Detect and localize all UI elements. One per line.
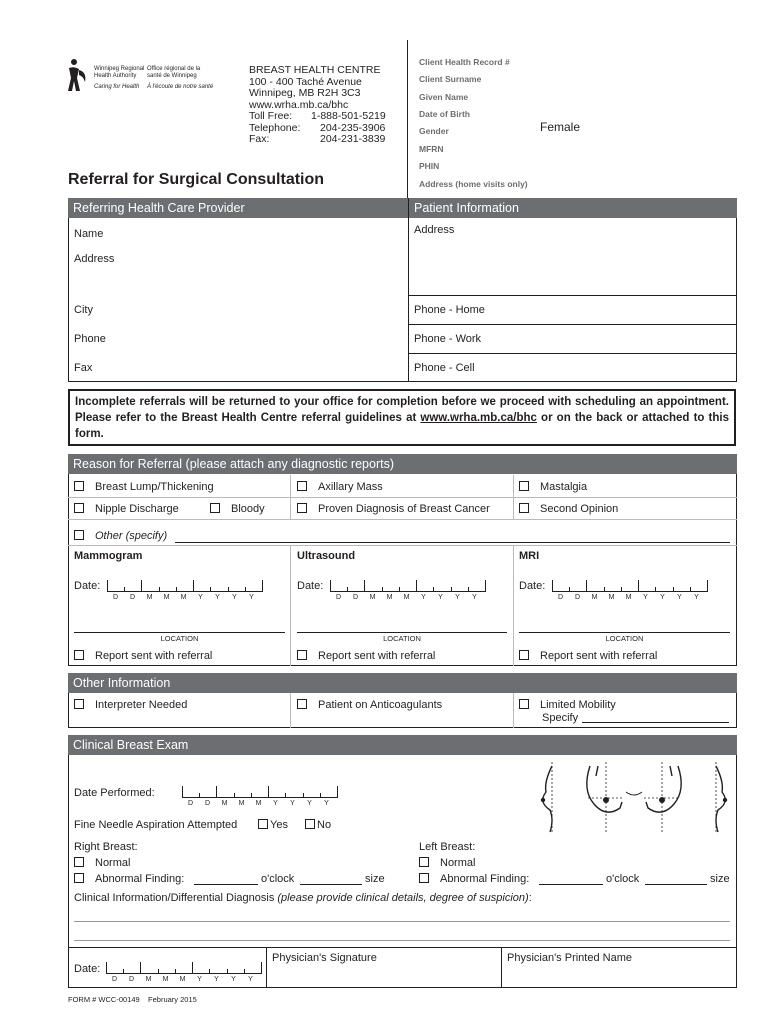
clinical-info-line-1[interactable] bbox=[74, 921, 730, 922]
patient-header: Patient Information bbox=[409, 198, 737, 218]
clinical-info-italic: (please provide clinical details, degree of suspicion) bbox=[277, 892, 529, 904]
physician-signature-field[interactable]: Physician's Signature bbox=[272, 952, 377, 964]
ultrasound-date-field[interactable] bbox=[330, 580, 485, 592]
given-name-label: Given Name bbox=[419, 92, 469, 102]
date-letter: D bbox=[128, 976, 135, 983]
logo-en-line1: Winnipeg Regional bbox=[94, 66, 145, 72]
provider-city-field[interactable]: City bbox=[74, 304, 93, 316]
logo-en-line2: Health Authority bbox=[94, 73, 137, 79]
wrha-logo bbox=[67, 58, 227, 98]
centre-address-block bbox=[249, 65, 389, 146]
date-letter: Y bbox=[232, 594, 237, 601]
date-performed-label: Date Performed: bbox=[74, 787, 155, 799]
date-letter: Y bbox=[438, 594, 443, 601]
ultrasound-heading: Ultrasound bbox=[297, 550, 356, 562]
ultrasound-report-checkbox[interactable] bbox=[297, 650, 435, 662]
date-letter: Y bbox=[198, 594, 203, 601]
mammogram-location-line[interactable] bbox=[74, 632, 285, 633]
exam-header: Clinical Breast Exam bbox=[68, 735, 737, 755]
date-letter: Y bbox=[324, 800, 329, 807]
right-abnormal-label: Abnormal Finding: bbox=[95, 873, 185, 885]
other-info-header: Other Information bbox=[68, 673, 737, 693]
left-normal-label: Normal bbox=[440, 857, 476, 869]
date-letter: M bbox=[386, 594, 393, 601]
patient-phone-work-field[interactable]: Phone - Work bbox=[414, 333, 482, 345]
toll-free-number: 1-888-501-5219 bbox=[311, 110, 386, 122]
date-letter: Y bbox=[290, 800, 295, 807]
mri-date-label: Date: bbox=[519, 580, 546, 592]
form-number bbox=[68, 995, 197, 1004]
date-letter: D bbox=[112, 594, 119, 601]
reason-mastalgia-checkbox[interactable] bbox=[519, 481, 587, 493]
reason-nipple-label: Nipple Discharge bbox=[95, 503, 179, 515]
right-size-field[interactable] bbox=[300, 884, 362, 885]
reason-other-label: Other (specify) bbox=[95, 530, 168, 542]
right-oclock-field[interactable] bbox=[194, 884, 258, 885]
clinical-info-label bbox=[74, 892, 532, 904]
ultrasound-report-label: Report sent with referral bbox=[318, 650, 436, 662]
notice-link[interactable]: www.wrha.mb.ca/bhc bbox=[420, 412, 537, 424]
reason-lump-checkbox[interactable] bbox=[74, 481, 214, 493]
reason-proven-checkbox[interactable] bbox=[297, 503, 490, 515]
physician-printed-name-field[interactable]: Physician's Printed Name bbox=[507, 952, 632, 964]
date-letter: M bbox=[162, 976, 169, 983]
date-letter: M bbox=[221, 800, 228, 807]
reason-second-opinion-label: Second Opinion bbox=[540, 503, 619, 515]
clinical-info-text: Clinical Information/Differential Diagnosis bbox=[74, 892, 278, 904]
mammogram-heading: Mammogram bbox=[74, 550, 143, 562]
mammogram-date-field[interactable] bbox=[107, 580, 262, 592]
date-letter: Y bbox=[249, 594, 254, 601]
provider-address-field[interactable]: Address bbox=[74, 253, 115, 265]
reason-second-opinion-checkbox[interactable] bbox=[519, 503, 618, 515]
reason-axillary-checkbox[interactable] bbox=[297, 481, 383, 493]
mammogram-report-label: Report sent with referral bbox=[95, 650, 213, 662]
date-letter: D bbox=[352, 594, 359, 601]
date-letter: M bbox=[145, 976, 152, 983]
left-oclock-label: o'clock bbox=[606, 873, 640, 885]
reason-lump-label: Breast Lump/Thickening bbox=[95, 481, 214, 493]
mri-location-label: LOCATION bbox=[605, 634, 644, 643]
date-letter: M bbox=[625, 594, 632, 601]
ultrasound-date-label: Date: bbox=[297, 580, 324, 592]
mammogram-date-letters bbox=[107, 594, 260, 601]
reason-axillary-label: Axillary Mass bbox=[318, 481, 383, 493]
date-letter: Y bbox=[307, 800, 312, 807]
mri-date-field[interactable] bbox=[552, 580, 707, 592]
date-letter: Y bbox=[248, 976, 253, 983]
mfrn-label: MFRN bbox=[419, 144, 444, 154]
gender-label: Gender bbox=[419, 126, 449, 136]
reason-bloody-label: Bloody bbox=[231, 503, 265, 515]
mri-location-line[interactable] bbox=[519, 632, 730, 633]
limited-mobility-label: Limited Mobility bbox=[540, 699, 616, 711]
mammogram-report-checkbox[interactable] bbox=[74, 650, 212, 662]
right-size-label: size bbox=[365, 873, 385, 885]
anticoagulants-label: Patient on Anticoagulants bbox=[318, 699, 443, 711]
ultrasound-location-line[interactable] bbox=[297, 632, 507, 633]
patient-address-field[interactable]: Address bbox=[414, 224, 455, 236]
date-letter: D bbox=[557, 594, 564, 601]
ultrasound-date-letters bbox=[330, 594, 483, 601]
provider-phone-field[interactable]: Phone bbox=[74, 333, 106, 345]
reason-nipple-checkbox[interactable] bbox=[74, 503, 179, 515]
reason-bloody-checkbox[interactable] bbox=[210, 503, 265, 515]
anticoagulants-checkbox[interactable] bbox=[297, 699, 442, 711]
date-letter: Y bbox=[660, 594, 665, 601]
notice-text-1: Incomplete referrals will be returned to your office for completion before we proceed with scheduling an appointment. Please refer to the Breast Health Centre referral guidelines at bbox=[75, 396, 729, 424]
client-surname-label: Client Surname bbox=[419, 74, 482, 84]
provider-name-field[interactable]: Name bbox=[74, 228, 104, 240]
left-oclock-field[interactable] bbox=[539, 884, 603, 885]
date-letter: M bbox=[369, 594, 376, 601]
right-breast-label: Right Breast: bbox=[74, 841, 138, 853]
fna-yes-checkbox[interactable] bbox=[258, 819, 288, 831]
right-normal-checkbox[interactable] bbox=[74, 857, 130, 869]
fna-label: Fine Needle Aspiration Attempted bbox=[74, 819, 238, 831]
date-letter: M bbox=[403, 594, 410, 601]
clinical-info-colon: : bbox=[528, 892, 532, 904]
fax-number: 204-231-3839 bbox=[320, 133, 386, 145]
signature-date-label: Date: bbox=[74, 963, 101, 975]
mri-date-letters bbox=[552, 594, 705, 601]
client-health-record-label: Client Health Record # bbox=[419, 57, 510, 67]
reason-other-checkbox[interactable] bbox=[74, 530, 167, 542]
reason-proven-label: Proven Diagnosis of Breast Cancer bbox=[318, 503, 490, 515]
date-letter: Y bbox=[643, 594, 648, 601]
date-performed-field[interactable] bbox=[182, 786, 337, 798]
form-date-text: February 2015 bbox=[148, 995, 197, 1004]
notice-text-2: or on the back or attached to this form. bbox=[75, 412, 729, 440]
reason-mastalgia-label: Mastalgia bbox=[540, 481, 588, 493]
incomplete-referral-notice bbox=[68, 389, 736, 446]
breast-diagram-icon[interactable] bbox=[532, 762, 737, 834]
patient-phone-cell-field[interactable]: Phone - Cell bbox=[414, 362, 475, 374]
date-letter: M bbox=[608, 594, 615, 601]
fna-no-label: No bbox=[317, 819, 332, 831]
date-letter: Y bbox=[197, 976, 202, 983]
date-letter: D bbox=[187, 800, 194, 807]
date-letter: Y bbox=[677, 594, 682, 601]
date-letter: Y bbox=[214, 976, 219, 983]
date-letter: Y bbox=[231, 976, 236, 983]
interpreter-label: Interpreter Needed bbox=[95, 699, 188, 711]
left-size-field[interactable] bbox=[645, 884, 707, 885]
date-letter: Y bbox=[215, 594, 220, 601]
date-letter: D bbox=[574, 594, 581, 601]
mobility-specify-label: Specify bbox=[542, 712, 579, 724]
date-letter: Y bbox=[273, 800, 278, 807]
signature-date-letters bbox=[106, 976, 259, 983]
client-address-label: Address (home visits only) bbox=[419, 179, 528, 189]
date-letter: Y bbox=[421, 594, 426, 601]
date-letter: Y bbox=[455, 594, 460, 601]
date-letter: M bbox=[591, 594, 598, 601]
right-oclock-label: o'clock bbox=[261, 873, 295, 885]
date-letter: M bbox=[179, 976, 186, 983]
logo-tagline-fr: À l'écoute de notre santé bbox=[147, 84, 214, 90]
provider-fax-field[interactable]: Fax bbox=[74, 362, 93, 374]
date-letter: M bbox=[180, 594, 187, 601]
date-letter: M bbox=[255, 800, 262, 807]
date-letter: D bbox=[335, 594, 342, 601]
date-letter: D bbox=[204, 800, 211, 807]
fna-yes-label: Yes bbox=[270, 819, 288, 831]
provider-header: Referring Health Care Provider bbox=[68, 198, 408, 218]
date-letter: Y bbox=[694, 594, 699, 601]
left-size-label: size bbox=[710, 873, 730, 885]
signature-date-field[interactable] bbox=[106, 962, 261, 974]
mobility-specify-line[interactable] bbox=[582, 722, 729, 723]
left-abnormal-checkbox[interactable] bbox=[419, 873, 529, 885]
date-letter: M bbox=[146, 594, 153, 601]
telephone-label: Telephone: bbox=[249, 121, 301, 134]
fna-no-checkbox[interactable] bbox=[305, 819, 331, 831]
date-performed-letters bbox=[182, 800, 335, 807]
reason-header: Reason for Referral (please attach any diagnostic reports) bbox=[68, 454, 737, 474]
logo-fr-line2: santé de Winnipeg bbox=[147, 73, 197, 79]
mammogram-location-label: LOCATION bbox=[160, 634, 199, 643]
centre-address1: 100 - 400 Taché Avenue bbox=[249, 75, 362, 88]
mri-report-label: Report sent with referral bbox=[540, 650, 658, 662]
telephone-number: 204-235-3906 bbox=[320, 121, 386, 134]
centre-address2: Winnipeg, MB R2H 3C3 bbox=[249, 87, 361, 99]
mri-heading: MRI bbox=[519, 550, 540, 562]
phin-label: PHIN bbox=[419, 161, 440, 171]
mri-report-checkbox[interactable] bbox=[519, 650, 657, 662]
clinical-info-line-2[interactable] bbox=[74, 940, 730, 941]
form-number-text: FORM # WCC-00149 bbox=[68, 995, 140, 1004]
date-letter: Y bbox=[472, 594, 477, 601]
limited-mobility-checkbox[interactable] bbox=[519, 699, 616, 711]
centre-name: BREAST HEALTH CENTRE bbox=[249, 64, 381, 76]
patient-phone-home-field[interactable]: Phone - Home bbox=[414, 304, 485, 316]
ultrasound-location-label: LOCATION bbox=[383, 634, 421, 643]
date-letter: D bbox=[111, 976, 118, 983]
right-normal-label: Normal bbox=[95, 857, 131, 869]
form-title: Referral for Surgical Consultation bbox=[68, 171, 325, 188]
toll-free-label: Toll Free: bbox=[249, 110, 293, 122]
left-normal-checkbox[interactable] bbox=[419, 857, 475, 869]
mammogram-date-label: Date: bbox=[74, 580, 101, 592]
date-letter: D bbox=[129, 594, 136, 601]
logo-tagline-en: Caring for Health bbox=[94, 84, 140, 90]
date-letter: M bbox=[238, 800, 245, 807]
left-abnormal-label: Abnormal Finding: bbox=[440, 873, 530, 885]
right-abnormal-checkbox[interactable] bbox=[74, 873, 184, 885]
fax-label: Fax: bbox=[249, 133, 270, 145]
gender-value[interactable]: Female bbox=[540, 120, 581, 134]
reason-other-specify-line[interactable] bbox=[175, 542, 730, 543]
date-letter: M bbox=[163, 594, 170, 601]
left-breast-label: Left Breast: bbox=[419, 841, 476, 853]
centre-website: www.wrha.mb.ca/bhc bbox=[249, 98, 349, 111]
wrha-logo-icon bbox=[67, 58, 89, 94]
interpreter-checkbox[interactable] bbox=[74, 699, 187, 711]
date-of-birth-label: Date of Birth bbox=[419, 109, 470, 119]
logo-fr-line1: Office régional de la bbox=[147, 66, 201, 72]
